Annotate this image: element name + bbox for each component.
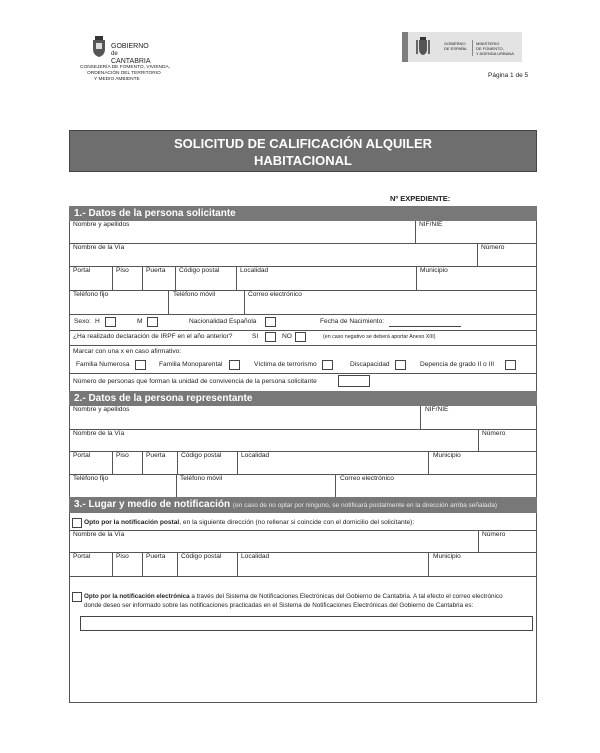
s1-irpf-si-checkbox[interactable] <box>265 332 276 342</box>
s2-piso-label: Piso <box>116 452 129 459</box>
section3-note: (en caso de no optar por ninguno, se notificará postalmente en la dirección arriba señalada) <box>232 502 498 509</box>
s1-piso-field[interactable] <box>116 278 140 289</box>
s1-nif-field[interactable] <box>419 231 533 242</box>
cantabria-sub3: Y MEDIO AMBIENTE <box>94 77 140 82</box>
s2-tfijo-label: Teléfono fijo <box>73 475 109 482</box>
s1-email-label: Correo electrónico <box>248 291 302 298</box>
s2-email-label: Correo electrónico <box>340 475 394 482</box>
s1-nombre-label: Nombre y apellidos <box>73 221 130 228</box>
page-number: Página 1 de 5 <box>488 72 529 79</box>
s3-electronica-email-field[interactable] <box>80 616 533 631</box>
s1-via-field[interactable] <box>73 254 473 265</box>
s1-irpf-note: (en caso negativo se deberá aportar Anexo XIII) <box>323 334 436 340</box>
expediente-label: Nº EXPEDIENTE: <box>390 194 451 203</box>
s1-tfijo-field[interactable] <box>73 302 165 313</box>
ministerio-logo <box>402 32 522 62</box>
s1-discap-label: Discapacidad <box>350 361 390 368</box>
s1-fam-mono-checkbox[interactable] <box>229 360 240 370</box>
s1-cp-label: Código postal <box>179 267 220 274</box>
s2-via-field[interactable] <box>73 440 474 450</box>
s3-portal-label: Portal <box>73 553 91 560</box>
s3-piso-label: Piso <box>116 553 129 560</box>
s2-nombre-field[interactable] <box>73 416 416 427</box>
s1-victima-label: Víctima de terrorismo <box>254 361 317 368</box>
s1-dependencia-label: Depencia de grado II o III <box>420 361 495 368</box>
s1-nacionalidad-checkbox[interactable] <box>265 317 276 327</box>
s3-numero-label: Número <box>482 531 506 538</box>
s3-electronica-checkbox[interactable] <box>72 592 82 602</box>
s1-portal-label: Portal <box>73 267 91 274</box>
s1-dependencia-checkbox[interactable] <box>505 360 516 370</box>
s1-h-label: H <box>95 318 100 325</box>
s2-numero-label: Número <box>482 430 506 437</box>
cantabria-sub1: CONSEJERÍA DE FOMENTO, VIVIENDA, <box>80 65 171 70</box>
s1-no-label: NO <box>282 333 292 340</box>
s2-tfijo-field[interactable] <box>73 485 173 495</box>
s1-localidad-field[interactable] <box>240 278 412 289</box>
s3-portal-field[interactable] <box>73 564 109 574</box>
s1-municipio-field[interactable] <box>420 278 533 289</box>
s3-electronica-text-line2: donde deseo ser informado sobre las notificaciones practicadas en el Sistema de Notificaciones Electrónicas del Gobierno de Cantabria es: <box>84 602 474 609</box>
s2-tmovil-field[interactable] <box>180 485 332 495</box>
s3-numero-field[interactable] <box>482 541 533 551</box>
min-left2: DE ESPAÑA <box>444 46 467 51</box>
s2-portal-field[interactable] <box>73 462 109 472</box>
s3-postal-text: Opto por la notificación postal, en la siguiente dirección (no rellenar si coincide con el domicilio del solicitante): <box>84 519 415 526</box>
s1-puerta-label: Puerta <box>146 267 166 274</box>
s1-tmovil-label: Teléfono móvil <box>173 291 216 298</box>
s3-municipio-field[interactable] <box>433 564 533 574</box>
s2-nif-label: NIF/NIE <box>425 406 449 413</box>
spain-coat-of-arms-icon <box>415 37 431 57</box>
s1-fam-num-checkbox[interactable] <box>135 360 146 370</box>
s1-sexo-m-checkbox[interactable] <box>147 317 158 327</box>
s2-cp-field[interactable] <box>181 462 234 472</box>
s1-numero-label: Número <box>481 244 505 251</box>
s1-irpf-label: ¿Ha realizado declaración de IRPF en el año anterior? <box>73 333 233 340</box>
s1-sexo-h-checkbox[interactable] <box>105 317 116 327</box>
s2-tmovil-label: Teléfono móvil <box>180 475 223 482</box>
s1-convivencia-label: Número de personas que forman la unidad de convivencia de la persona solicitante <box>73 378 317 385</box>
section1-header: 1.- Datos de la persona solicitante <box>69 206 537 221</box>
expediente-field[interactable] <box>456 193 536 204</box>
s2-portal-label: Portal <box>73 452 91 459</box>
title-line2: HABITACIONAL <box>254 153 352 168</box>
s2-piso-field[interactable] <box>116 462 140 472</box>
s1-fam-num-label: Familia Numerosa <box>76 361 130 368</box>
s1-localidad-label: Localidad <box>240 267 269 274</box>
s2-cp-label: Código postal <box>181 452 222 459</box>
s3-localidad-label: Localidad <box>241 553 270 560</box>
s1-m-label: M <box>137 318 143 325</box>
s2-nombre-label: Nombre y apellidos <box>73 406 130 413</box>
s2-localidad-field[interactable] <box>241 462 425 472</box>
s1-nombre-field[interactable] <box>73 231 411 242</box>
s2-nif-field[interactable] <box>425 416 533 427</box>
s1-marcar-label: Marcar con una x en caso afirmativo: <box>73 348 182 355</box>
s1-fam-mono-label: Familia Monoparental <box>159 361 223 368</box>
s1-puerta-field[interactable] <box>146 278 172 289</box>
s3-postal-checkbox[interactable] <box>72 518 82 528</box>
s1-municipio-label: Municipio <box>420 267 448 274</box>
cantabria-logo <box>78 36 173 84</box>
s3-electronica-text-line1: Opto por la notificación electrónica a través del Sistema de Notificaciones Electrónicas del Gobierno de Cantabria. A tal efecto el correo electrónico <box>84 593 503 600</box>
s1-tmovil-field[interactable] <box>173 302 241 313</box>
s2-localidad-label: Localidad <box>241 452 270 459</box>
title-line1: SOLICITUD DE CALIFICACIÓN ALQUILER <box>173 136 433 151</box>
s2-via-label: Nombre de la Vía <box>73 430 125 437</box>
s3-puerta-field[interactable] <box>146 564 174 574</box>
s1-sexo-label: Sexo: <box>74 318 91 325</box>
s2-puerta-field[interactable] <box>146 462 174 472</box>
section2-header: 2.- Datos de la persona representante <box>69 391 537 406</box>
s3-puerta-label: Puerta <box>146 553 166 560</box>
s3-localidad-field[interactable] <box>241 564 425 574</box>
s1-cp-field[interactable] <box>179 278 233 289</box>
s3-cp-label: Código postal <box>181 553 222 560</box>
s2-email-field[interactable] <box>340 485 533 495</box>
s1-portal-field[interactable] <box>73 278 109 289</box>
cantabria-line1: GOBIERNO <box>111 43 149 50</box>
form-title-banner <box>69 130 537 172</box>
coat-of-arms-icon <box>91 36 107 58</box>
cantabria-line3: CANTABRIA <box>111 58 151 65</box>
s1-piso-label: Piso <box>116 267 129 274</box>
s1-email-field[interactable] <box>248 302 533 313</box>
min-right2: DE FOMENTO, <box>476 46 504 51</box>
s1-numero-field[interactable] <box>481 254 533 265</box>
s2-municipio-label: Municipio <box>433 452 461 459</box>
min-left1: GOBIERNO <box>444 41 466 46</box>
s1-tfijo-label: Teléfono fijo <box>73 291 109 298</box>
s1-fecha-field[interactable] <box>389 317 461 327</box>
section3-header: 3.- Lugar y medio de notificación (en caso de no optar por ninguno, se notificará postalmente en la dirección arriba señalada) <box>69 497 537 513</box>
s1-victima-checkbox[interactable] <box>322 360 333 370</box>
s1-nif-label: NIF/NIE <box>419 221 443 228</box>
s2-puerta-label: Puerta <box>146 452 166 459</box>
s3-piso-field[interactable] <box>116 564 140 574</box>
s2-numero-field[interactable] <box>482 440 533 450</box>
min-right3: Y AGENDA URBANA <box>476 51 514 56</box>
cantabria-sub2: ORDENACIÓN DEL TERRITORIO <box>87 71 161 76</box>
s1-irpf-no-checkbox[interactable] <box>295 332 306 342</box>
s1-nacionalidad-label: Nacionalidad Española <box>189 318 257 325</box>
s1-si-label: SI <box>252 333 259 340</box>
s3-via-label: Nombre de la Vía <box>73 531 125 538</box>
s1-convivencia-field[interactable] <box>338 375 370 387</box>
s3-cp-field[interactable] <box>181 564 234 574</box>
cantabria-line2: de <box>111 51 118 57</box>
s1-via-label: Nombre de la Vía <box>73 244 125 251</box>
min-right1: MINISTERIO <box>476 41 500 46</box>
s1-fecha-label: Fecha de Nacimiento: <box>320 318 385 325</box>
s3-via-field[interactable] <box>73 541 474 551</box>
s1-discap-checkbox[interactable] <box>395 360 406 370</box>
s2-municipio-field[interactable] <box>433 462 533 472</box>
s3-municipio-label: Municipio <box>433 553 461 560</box>
